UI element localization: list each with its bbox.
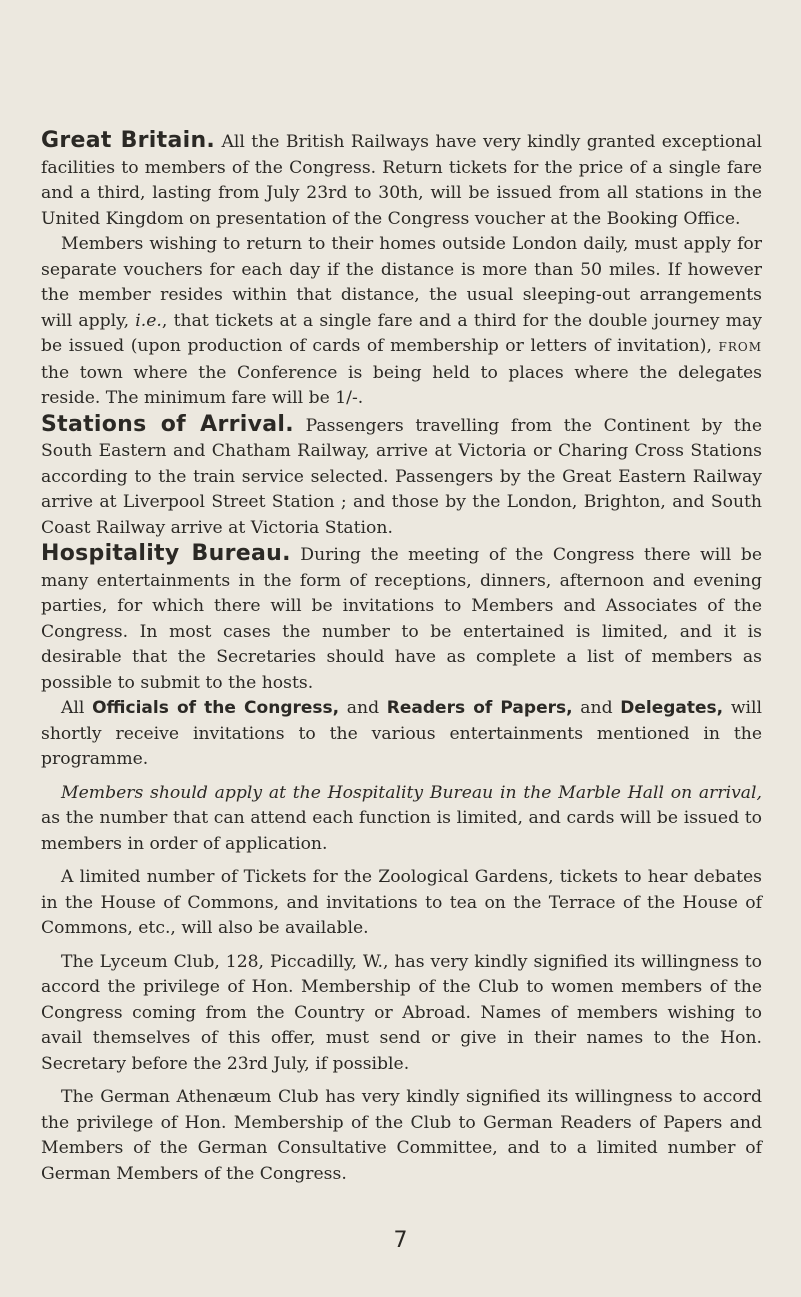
great-britain-heading: Great Britain. <box>41 128 216 153</box>
from-smallcaps: FROM <box>718 340 762 354</box>
members-apply-italic: Members should apply at the Hospitality Bureau in the Marble Hall on arrival, <box>61 782 762 803</box>
athenaeum-paragraph: The German Athenæum Club has very kindly signified its willingness to accord the privilege of Hon. Membership of the Club to German Readers of Papers and Members of the German Consultative Committee, and to a limited number of German Members of the Congress. <box>41 1087 762 1184</box>
ie-abbreviation: i.e. <box>135 310 162 331</box>
officials-all: All <box>61 698 85 718</box>
stations-paragraph <box>41 412 762 542</box>
page-number: 7 <box>393 1228 408 1253</box>
readers-label: Readers of Papers, <box>386 698 573 718</box>
members-apply-rest: as the number that can attend each function is limited, and cards will be issued to members in order of application. <box>41 808 762 854</box>
officials-and-1: and <box>346 698 380 718</box>
great-britain-text: All the British Railways have very kindly granted exceptional facilities to members of the Congress. Return tickets for the price of a single fare and a third, lasting from July 23rd to 30th, will be issued from all stations in the United Kingdom on presentation of the Congress voucher at the Booking Office. <box>41 132 762 229</box>
officials-and-2: and <box>580 698 613 718</box>
hospitality-heading: Hospitality Bureau. <box>41 541 291 566</box>
officials-label: Officials of the Congress, <box>92 698 340 718</box>
daily-return-text-b: , that tickets at a single fare and a third for the double journey may be issued (upon production of cards of membership or letters of invitation), <box>41 310 762 356</box>
page-body <box>41 128 762 1187</box>
lyceum-paragraph: The Lyceum Club, 128, Piccadilly, W., has very kindly signified its willingness to accord the privilege of Hon. Membership of the Club to women members of the Congress coming from the Country or Abroad. Names of members wishing to avail themselves of this offer, must send or give in their names to the Hon. Secretary before the 23rd July, if possible. <box>41 951 762 1074</box>
hospitality-paragraph <box>41 541 762 696</box>
daily-return-text-a: Members wishing to return to their homes outside London daily, must apply for separate vouchers for each day if the distance is more than 50 miles. If however the member resides within that distance, the usual sleeping-out arrangements will apply, <box>41 234 762 331</box>
hospitality-text: During the meeting of the Congress there will be many entertainments in the form of receptions, dinners, afternoon and evening parties, for which there will be invitations to Members and Associates of the Congress. In most cases the number to be entertained is limited, and it is desirable that the Secretaries should have as complete a list of members as possible to submit to the hosts. <box>41 545 762 693</box>
stations-heading: Stations of Arrival. <box>41 411 294 437</box>
stations-text: Passengers travelling from the Continent by the South Eastern and Chatham Railway, arrive at Victoria or Charing Cross Stations according to the train service selected. Passengers by the Great Eastern Railway arrive at Liverpool Street Station ; and those by the London, Brighton, and South Coast Railway arrive at Victoria Station. <box>41 415 762 538</box>
daily-return-paragraph <box>41 232 762 412</box>
officials-paragraph <box>41 696 762 773</box>
great-britain-paragraph <box>41 128 762 232</box>
tickets-paragraph: A limited number of Tickets for the Zoological Gardens, tickets to hear debates in the House of Commons, and invitations to tea on the Terrace of the House of Commons, etc., will also be available. <box>41 867 762 938</box>
members-apply-paragraph <box>41 781 762 858</box>
officials-rest: will shortly receive invitations to the various entertainments mentioned in the programme. <box>41 698 763 769</box>
daily-return-text-c: the town where the Conference is being held to places where the delegates reside. The minimum fare will be 1/-. <box>41 362 762 408</box>
delegates-label: Delegates, <box>620 698 724 718</box>
